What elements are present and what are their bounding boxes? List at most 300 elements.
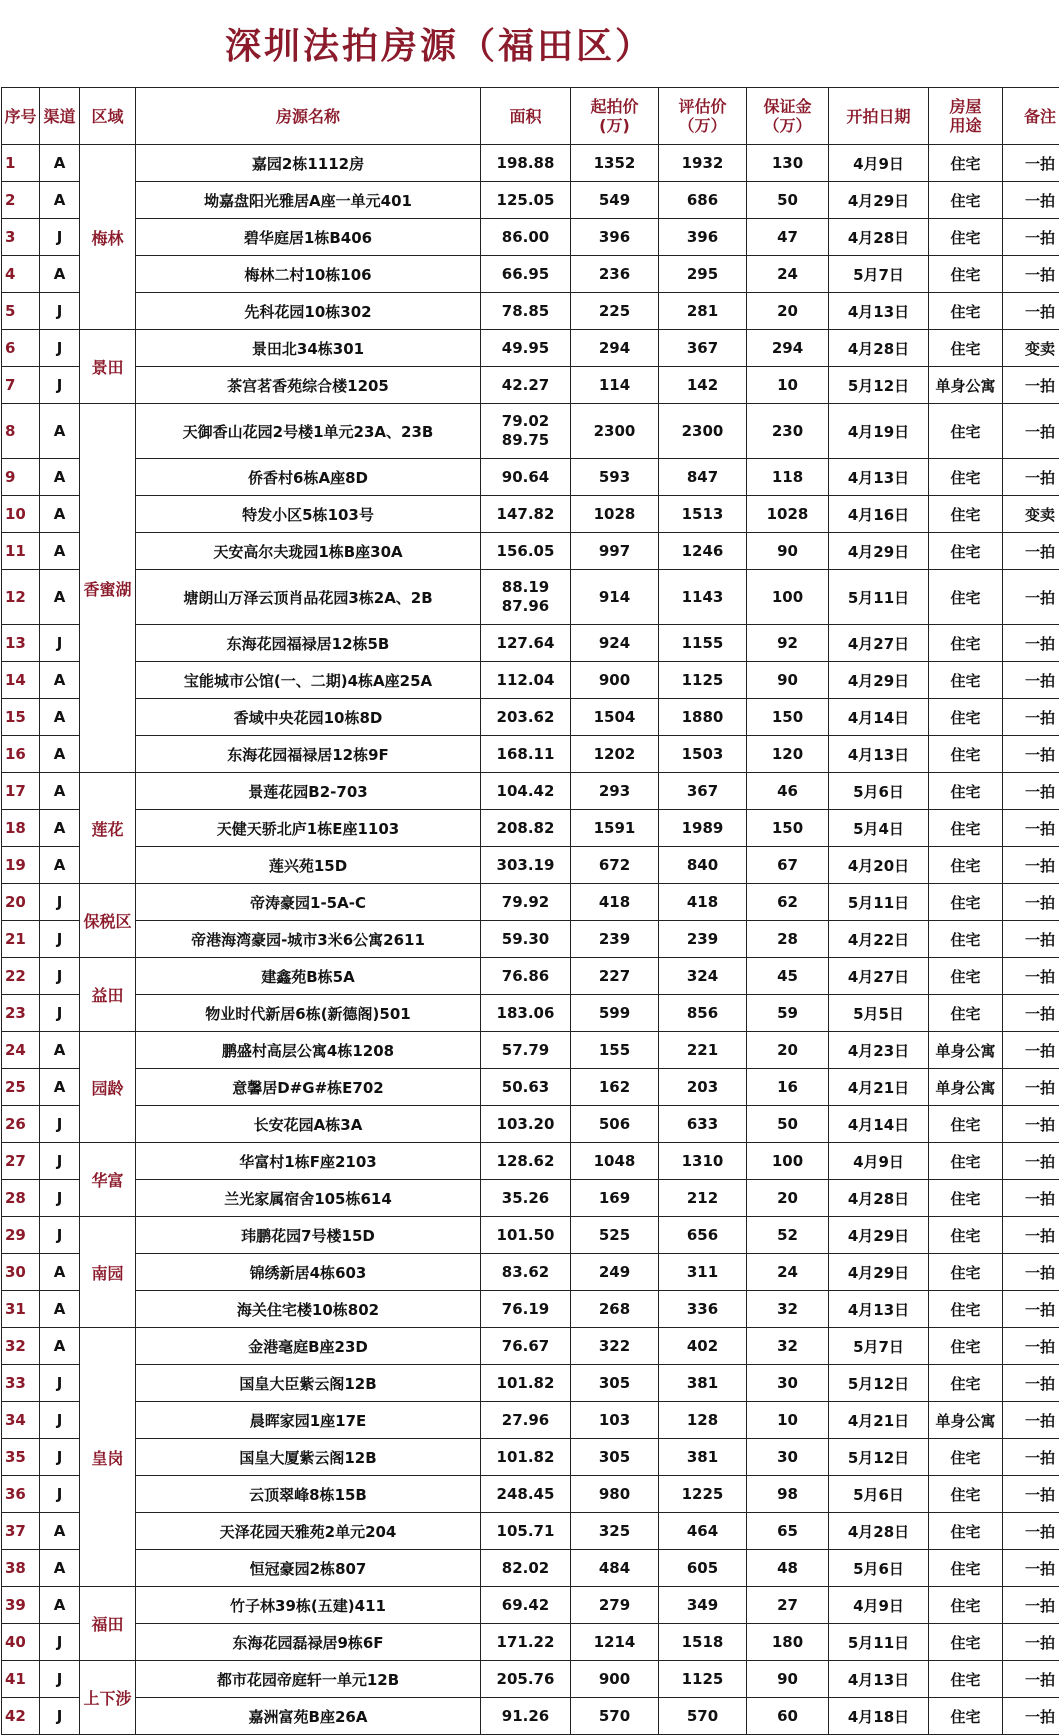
cell-start-price: 169 (571, 1180, 659, 1217)
cell-no: 5 (2, 293, 40, 330)
cell-size-line2: 89.75 (481, 431, 570, 450)
cell-deposit: 28 (747, 921, 829, 958)
cell-use: 住宅 (929, 330, 1003, 367)
cell-start-price: 1214 (571, 1624, 659, 1661)
cell-remark: 一拍 (1003, 459, 1059, 496)
cell-use: 住宅 (929, 921, 1003, 958)
cell-use: 住宅 (929, 699, 1003, 736)
header-size: 面积 (481, 88, 571, 145)
cell-deposit: 59 (747, 995, 829, 1032)
cell-start-price: 549 (571, 182, 659, 219)
table-row (2, 625, 1059, 662)
cell-use: 住宅 (929, 293, 1003, 330)
cell-no: 38 (2, 1550, 40, 1587)
cell-size: 205.76 (481, 1661, 571, 1698)
cell-channel: J (40, 1143, 80, 1180)
cell-no: 4 (2, 256, 40, 293)
cell-use: 住宅 (929, 1587, 1003, 1624)
cell-use: 住宅 (929, 810, 1003, 847)
table-row (2, 182, 1059, 219)
cell-deposit: 30 (747, 1439, 829, 1476)
cell-no: 37 (2, 1513, 40, 1550)
cell-size: 112.04 (481, 662, 571, 699)
cell-remark: 一拍 (1003, 1550, 1059, 1587)
cell-deposit: 100 (747, 1143, 829, 1180)
cell-deposit: 24 (747, 256, 829, 293)
cell-start-price: 268 (571, 1291, 659, 1328)
cell-name: 碧华庭居1栋B406 (136, 219, 481, 256)
cell-size: 42.27 (481, 367, 571, 404)
cell-area: 益田 (80, 958, 136, 1032)
cell-remark: 一拍 (1003, 1365, 1059, 1402)
cell-eval-price: 1125 (659, 662, 747, 699)
cell-deposit: 98 (747, 1476, 829, 1513)
cell-channel: A (40, 810, 80, 847)
cell-deposit: 90 (747, 533, 829, 570)
cell-start-price: 1504 (571, 699, 659, 736)
cell-date: 4月28日 (829, 330, 929, 367)
table-row (2, 1476, 1059, 1513)
table-row (2, 662, 1059, 699)
cell-size: 203.62 (481, 699, 571, 736)
cell-use: 住宅 (929, 1365, 1003, 1402)
cell-start-price: 1202 (571, 736, 659, 773)
cell-remark: 一拍 (1003, 1439, 1059, 1476)
cell-eval-price: 1246 (659, 533, 747, 570)
cell-no: 16 (2, 736, 40, 773)
header-name: 房源名称 (136, 88, 481, 145)
cell-eval-price: 464 (659, 1513, 747, 1550)
cell-date: 5月11日 (829, 884, 929, 921)
cell-use: 住宅 (929, 459, 1003, 496)
cell-channel: J (40, 1180, 80, 1217)
cell-start-price: 914 (571, 570, 659, 625)
cell-deposit: 230 (747, 404, 829, 459)
cell-eval-price: 1518 (659, 1624, 747, 1661)
cell-deposit: 27 (747, 1587, 829, 1624)
table-row (2, 847, 1059, 884)
table-row (2, 810, 1059, 847)
cell-use: 住宅 (929, 1254, 1003, 1291)
table-row (2, 256, 1059, 293)
cell-channel: A (40, 533, 80, 570)
table-row (2, 736, 1059, 773)
cell-date: 4月27日 (829, 958, 929, 995)
cell-remark: 一拍 (1003, 773, 1059, 810)
cell-date: 4月9日 (829, 145, 929, 182)
cell-use: 住宅 (929, 625, 1003, 662)
cell-use: 住宅 (929, 958, 1003, 995)
cell-use: 住宅 (929, 736, 1003, 773)
cell-area: 梅林 (80, 145, 136, 330)
cell-no: 40 (2, 1624, 40, 1661)
cell-eval-price: 633 (659, 1106, 747, 1143)
cell-eval-price: 128 (659, 1402, 747, 1439)
cell-start-price: 114 (571, 367, 659, 404)
table-row (2, 1365, 1059, 1402)
cell-date: 4月13日 (829, 1291, 929, 1328)
cell-start-price: 2300 (571, 404, 659, 459)
cell-remark: 一拍 (1003, 182, 1059, 219)
cell-use: 住宅 (929, 847, 1003, 884)
cell-remark: 一拍 (1003, 1402, 1059, 1439)
cell-date: 5月11日 (829, 570, 929, 625)
cell-use: 住宅 (929, 1291, 1003, 1328)
table-row (2, 1402, 1059, 1439)
cell-date: 4月29日 (829, 182, 929, 219)
table-row (2, 1328, 1059, 1365)
cell-remark: 一拍 (1003, 1106, 1059, 1143)
cell-eval-price: 381 (659, 1439, 747, 1476)
header-deposit-line1: 保证金 (747, 97, 828, 116)
table-row (2, 1217, 1059, 1254)
cell-area: 皇岗 (80, 1328, 136, 1587)
cell-name: 嘉园2栋1112房 (136, 145, 481, 182)
cell-eval-price: 1880 (659, 699, 747, 736)
cell-remark: 一拍 (1003, 1624, 1059, 1661)
cell-eval-price: 570 (659, 1698, 747, 1735)
cell-no: 34 (2, 1402, 40, 1439)
cell-no: 1 (2, 145, 40, 182)
cell-date: 5月6日 (829, 1550, 929, 1587)
cell-size: 82.02 (481, 1550, 571, 1587)
cell-start-price: 155 (571, 1032, 659, 1069)
cell-eval-price: 2300 (659, 404, 747, 459)
cell-eval-price: 336 (659, 1291, 747, 1328)
cell-no: 19 (2, 847, 40, 884)
cell-date: 4月19日 (829, 404, 929, 459)
cell-no: 23 (2, 995, 40, 1032)
cell-date: 5月7日 (829, 1328, 929, 1365)
table-row (2, 570, 1059, 625)
cell-remark: 一拍 (1003, 995, 1059, 1032)
cell-no: 41 (2, 1661, 40, 1698)
cell-name: 天泽花园天雅苑2单元204 (136, 1513, 481, 1550)
cell-start-price: 599 (571, 995, 659, 1032)
cell-no: 13 (2, 625, 40, 662)
cell-size: 69.42 (481, 1587, 571, 1624)
cell-deposit: 20 (747, 293, 829, 330)
cell-use: 住宅 (929, 533, 1003, 570)
cell-remark: 一拍 (1003, 810, 1059, 847)
cell-channel: J (40, 219, 80, 256)
cell-deposit: 48 (747, 1550, 829, 1587)
cell-start-price: 1591 (571, 810, 659, 847)
cell-no: 31 (2, 1291, 40, 1328)
table-row (2, 404, 1059, 459)
cell-start-price: 396 (571, 219, 659, 256)
cell-remark: 变卖 (1003, 330, 1059, 367)
cell-remark: 一拍 (1003, 958, 1059, 995)
cell-remark: 一拍 (1003, 699, 1059, 736)
cell-channel: J (40, 625, 80, 662)
cell-no: 10 (2, 496, 40, 533)
cell-remark: 一拍 (1003, 1217, 1059, 1254)
cell-deposit: 20 (747, 1180, 829, 1217)
cell-size (481, 570, 571, 625)
cell-deposit: 24 (747, 1254, 829, 1291)
cell-channel: A (40, 1550, 80, 1587)
cell-eval-price: 605 (659, 1550, 747, 1587)
cell-eval-price: 324 (659, 958, 747, 995)
cell-eval-price: 1310 (659, 1143, 747, 1180)
listing-table (1, 87, 1059, 1735)
cell-name: 意馨居D#G#栋E702 (136, 1069, 481, 1106)
cell-deposit: 100 (747, 570, 829, 625)
cell-date: 4月13日 (829, 459, 929, 496)
table-row (2, 367, 1059, 404)
header-channel: 渠道 (40, 88, 80, 145)
cell-size: 101.82 (481, 1439, 571, 1476)
cell-name: 天安高尔夫珑园1栋B座30A (136, 533, 481, 570)
cell-no: 33 (2, 1365, 40, 1402)
cell-channel: J (40, 367, 80, 404)
cell-name: 都市花园帝庭轩一单元12B (136, 1661, 481, 1698)
cell-name: 帝港海湾豪园-城市3米6公寓2611 (136, 921, 481, 958)
cell-start-price: 239 (571, 921, 659, 958)
cell-remark: 一拍 (1003, 1328, 1059, 1365)
cell-size: 76.19 (481, 1291, 571, 1328)
cell-deposit: 10 (747, 367, 829, 404)
cell-remark: 一拍 (1003, 533, 1059, 570)
table-row (2, 1032, 1059, 1069)
cell-deposit: 50 (747, 1106, 829, 1143)
cell-size: 156.05 (481, 533, 571, 570)
cell-remark: 一拍 (1003, 884, 1059, 921)
cell-deposit: 50 (747, 182, 829, 219)
cell-no: 42 (2, 1698, 40, 1735)
cell-deposit: 10 (747, 1402, 829, 1439)
cell-size: 198.88 (481, 145, 571, 182)
cell-eval-price: 402 (659, 1328, 747, 1365)
cell-remark: 一拍 (1003, 570, 1059, 625)
cell-date: 5月12日 (829, 1439, 929, 1476)
cell-size: 101.50 (481, 1217, 571, 1254)
cell-eval-price: 1513 (659, 496, 747, 533)
cell-size: 49.95 (481, 330, 571, 367)
cell-remark: 一拍 (1003, 1587, 1059, 1624)
table-row (2, 1439, 1059, 1476)
cell-channel: J (40, 1402, 80, 1439)
cell-use: 住宅 (929, 773, 1003, 810)
cell-start-price: 900 (571, 662, 659, 699)
cell-size: 86.00 (481, 219, 571, 256)
cell-no: 21 (2, 921, 40, 958)
cell-date: 4月28日 (829, 1180, 929, 1217)
cell-deposit: 60 (747, 1698, 829, 1735)
cell-size: 168.11 (481, 736, 571, 773)
cell-name: 物业时代新居6栋(新德阁)501 (136, 995, 481, 1032)
cell-name: 宝能城市公馆(一、二期)4栋A座25A (136, 662, 481, 699)
cell-date: 4月29日 (829, 1254, 929, 1291)
cell-date: 4月27日 (829, 625, 929, 662)
cell-use: 住宅 (929, 182, 1003, 219)
cell-area: 福田 (80, 1587, 136, 1661)
table-row (2, 219, 1059, 256)
header-start-price-line1: 起拍价 (571, 97, 658, 116)
cell-deposit: 20 (747, 1032, 829, 1069)
cell-remark: 一拍 (1003, 625, 1059, 662)
cell-start-price: 484 (571, 1550, 659, 1587)
cell-eval-price: 295 (659, 256, 747, 293)
cell-size (481, 404, 571, 459)
cell-eval-price: 349 (659, 1587, 747, 1624)
cell-size: 57.79 (481, 1032, 571, 1069)
cell-deposit: 150 (747, 699, 829, 736)
cell-channel: A (40, 1513, 80, 1550)
cell-use: 住宅 (929, 1439, 1003, 1476)
cell-remark: 一拍 (1003, 1254, 1059, 1291)
cell-name: 长安花园A栋3A (136, 1106, 481, 1143)
cell-no: 17 (2, 773, 40, 810)
cell-channel: J (40, 1698, 80, 1735)
cell-start-price: 225 (571, 293, 659, 330)
cell-use: 住宅 (929, 570, 1003, 625)
cell-date: 5月5日 (829, 995, 929, 1032)
cell-deposit: 294 (747, 330, 829, 367)
cell-no: 18 (2, 810, 40, 847)
cell-use: 住宅 (929, 219, 1003, 256)
cell-eval-price: 847 (659, 459, 747, 496)
header-eval-price-line2: （万） (659, 116, 746, 135)
cell-no: 22 (2, 958, 40, 995)
cell-name: 东海花园福禄居12栋9F (136, 736, 481, 773)
cell-size-line1: 79.02 (481, 412, 570, 431)
cell-use: 住宅 (929, 1476, 1003, 1513)
cell-use: 住宅 (929, 995, 1003, 1032)
cell-name: 锦绣新居4栋603 (136, 1254, 481, 1291)
cell-channel: J (40, 330, 80, 367)
cell-start-price: 279 (571, 1587, 659, 1624)
cell-channel: A (40, 496, 80, 533)
cell-start-price: 1352 (571, 145, 659, 182)
cell-size: 79.92 (481, 884, 571, 921)
cell-start-price: 322 (571, 1328, 659, 1365)
cell-start-price: 103 (571, 1402, 659, 1439)
cell-date: 4月29日 (829, 662, 929, 699)
cell-date: 4月9日 (829, 1587, 929, 1624)
cell-remark: 一拍 (1003, 1513, 1059, 1550)
cell-remark: 一拍 (1003, 921, 1059, 958)
table-row (2, 995, 1059, 1032)
table-row (2, 496, 1059, 533)
cell-no: 15 (2, 699, 40, 736)
header-start-price (571, 88, 659, 145)
cell-size: 59.30 (481, 921, 571, 958)
cell-date: 4月13日 (829, 1661, 929, 1698)
cell-no: 3 (2, 219, 40, 256)
cell-name: 天健天骄北庐1栋E座1103 (136, 810, 481, 847)
cell-no: 29 (2, 1217, 40, 1254)
page-title: 深圳法拍房源（福田区） (0, 0, 1059, 87)
cell-date: 4月29日 (829, 1217, 929, 1254)
cell-use: 单身公寓 (929, 1402, 1003, 1439)
cell-size: 128.62 (481, 1143, 571, 1180)
cell-name: 侨香村6栋A座8D (136, 459, 481, 496)
cell-eval-price: 1989 (659, 810, 747, 847)
cell-use: 住宅 (929, 1550, 1003, 1587)
cell-date: 4月22日 (829, 921, 929, 958)
cell-name: 景莲花园B2-703 (136, 773, 481, 810)
cell-date: 4月21日 (829, 1402, 929, 1439)
cell-eval-price: 1932 (659, 145, 747, 182)
cell-deposit: 90 (747, 662, 829, 699)
cell-name: 嘉洲富苑B座26A (136, 1698, 481, 1735)
cell-remark: 一拍 (1003, 1661, 1059, 1698)
cell-size: 76.67 (481, 1328, 571, 1365)
cell-deposit: 30 (747, 1365, 829, 1402)
cell-no: 25 (2, 1069, 40, 1106)
table-row (2, 1254, 1059, 1291)
cell-use: 住宅 (929, 1217, 1003, 1254)
cell-channel: A (40, 404, 80, 459)
cell-eval-price: 367 (659, 773, 747, 810)
cell-use: 住宅 (929, 1698, 1003, 1735)
cell-use: 住宅 (929, 1143, 1003, 1180)
cell-eval-price: 1125 (659, 1661, 747, 1698)
cell-no: 9 (2, 459, 40, 496)
cell-start-price: 305 (571, 1365, 659, 1402)
cell-name: 兰光家属宿舍105栋614 (136, 1180, 481, 1217)
cell-deposit: 52 (747, 1217, 829, 1254)
cell-name: 景田北34栋301 (136, 330, 481, 367)
cell-eval-price: 203 (659, 1069, 747, 1106)
cell-deposit: 32 (747, 1291, 829, 1328)
cell-size: 303.19 (481, 847, 571, 884)
table-row (2, 145, 1059, 182)
cell-remark: 一拍 (1003, 1291, 1059, 1328)
header-eval-price-line1: 评估价 (659, 97, 746, 116)
cell-use: 住宅 (929, 145, 1003, 182)
cell-name: 特发小区5栋103号 (136, 496, 481, 533)
cell-start-price: 570 (571, 1698, 659, 1735)
cell-area: 莲花 (80, 773, 136, 884)
cell-no: 27 (2, 1143, 40, 1180)
cell-date: 4月9日 (829, 1143, 929, 1180)
cell-channel: J (40, 293, 80, 330)
cell-start-price: 900 (571, 1661, 659, 1698)
cell-no: 8 (2, 404, 40, 459)
cell-no: 2 (2, 182, 40, 219)
header-use-line1: 房屋 (929, 97, 1002, 116)
cell-name: 帝涛豪园1-5A-C (136, 884, 481, 921)
cell-deposit: 150 (747, 810, 829, 847)
cell-start-price: 293 (571, 773, 659, 810)
cell-no: 30 (2, 1254, 40, 1291)
cell-no: 26 (2, 1106, 40, 1143)
header-deposit-line2: （万） (747, 116, 828, 135)
cell-eval-price: 221 (659, 1032, 747, 1069)
cell-start-price: 672 (571, 847, 659, 884)
cell-eval-price: 418 (659, 884, 747, 921)
cell-size: 27.96 (481, 1402, 571, 1439)
cell-eval-price: 686 (659, 182, 747, 219)
cell-use: 住宅 (929, 1624, 1003, 1661)
cell-start-price: 227 (571, 958, 659, 995)
table-row (2, 1106, 1059, 1143)
cell-channel: J (40, 921, 80, 958)
cell-no: 11 (2, 533, 40, 570)
cell-size: 147.82 (481, 496, 571, 533)
cell-area: 华富 (80, 1143, 136, 1217)
cell-remark: 一拍 (1003, 1698, 1059, 1735)
cell-date: 5月12日 (829, 367, 929, 404)
cell-date: 5月7日 (829, 256, 929, 293)
table-row (2, 1550, 1059, 1587)
cell-deposit: 130 (747, 145, 829, 182)
cell-name: 华富村1栋F座2103 (136, 1143, 481, 1180)
cell-deposit: 180 (747, 1624, 829, 1661)
